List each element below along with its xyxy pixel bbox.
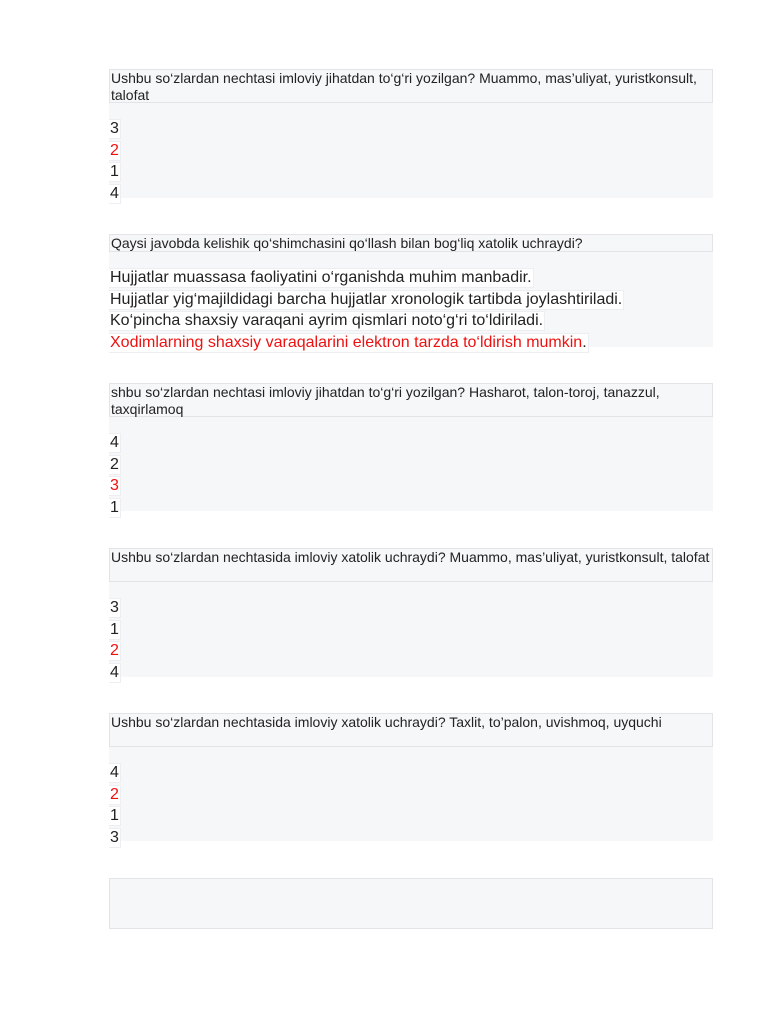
correct-answer-text: Xodimlarning shaxsiy varaqalarini elektron tarzda to‘ldirish mumkin xyxy=(110,333,583,351)
answer-option-correct[interactable]: 2 xyxy=(110,785,119,803)
answer-trailing-period: . xyxy=(582,333,587,351)
answer-option[interactable]: 4 xyxy=(110,434,119,451)
question-text: Ushbu so‘zlardan nechtasi imloviy jihatdan to‘g‘ri yozilgan? Muammo, mas’uliyat, yuristkonsult, talofat xyxy=(109,69,713,103)
question-text: Qaysi javobda kelishik qo‘shimchasini qo‘llash bilan bog‘liq xatolik uchraydi? xyxy=(109,234,713,252)
answer-list xyxy=(109,103,713,202)
answer-option[interactable]: 4 xyxy=(110,184,119,202)
question-block-1 xyxy=(109,69,713,202)
answer-option[interactable]: 3 xyxy=(110,599,119,616)
answer-option[interactable]: 1 xyxy=(110,620,119,638)
answer-list xyxy=(109,252,713,351)
answer-list xyxy=(109,417,713,516)
answer-option-correct[interactable] xyxy=(109,333,589,353)
question-block-2 xyxy=(109,234,713,351)
question-text: Ushbu so‘zlardan nechtasida imloviy xatolik uchraydi? Muammo, mas’uliyat, yuristkonsult, talofat xyxy=(109,548,713,582)
answer-option[interactable]: Ko‘pincha shaxsiy varaqani ayrim qismlari noto‘g‘ri to‘ldiriladi. xyxy=(110,312,544,330)
answer-option[interactable]: 4 xyxy=(110,663,119,681)
answer-option[interactable]: Hujjatlar muassasa faoliyatini o‘rganishda muhim manbadir. xyxy=(110,269,532,286)
answer-option-correct[interactable]: 2 xyxy=(110,642,119,660)
answer-option[interactable]: 1 xyxy=(110,498,119,516)
question-block-3 xyxy=(109,383,713,516)
answer-option-correct[interactable]: 2 xyxy=(110,141,119,159)
answer-option[interactable]: 4 xyxy=(110,764,119,781)
answer-option-correct[interactable]: 3 xyxy=(110,477,119,495)
question-block-5 xyxy=(109,713,713,846)
answer-list xyxy=(109,747,713,846)
answer-option[interactable]: 1 xyxy=(110,807,119,825)
empty-question-panel xyxy=(109,878,713,929)
answer-list xyxy=(109,582,713,681)
answer-option[interactable]: 3 xyxy=(110,120,119,137)
question-text: shbu so‘zlardan nechtasi imloviy jihatdan to‘g‘ri yozilgan? Hasharot, talon-toroj, tanazzul, taxqirlamoq xyxy=(109,383,713,417)
question-block-4 xyxy=(109,548,713,681)
answer-option[interactable]: 2 xyxy=(110,455,119,473)
answer-option[interactable]: 3 xyxy=(110,828,119,846)
question-text: Ushbu so‘zlardan nechtasida imloviy xatolik uchraydi? Taxlit, to’palon, uvishmoq, uyquchi xyxy=(109,713,713,747)
answer-option[interactable]: Hujjatlar yig‘majildidagi barcha hujjatlar xronologik tartibda joylashtiriladi. xyxy=(110,290,623,308)
answer-option[interactable]: 1 xyxy=(110,163,119,181)
